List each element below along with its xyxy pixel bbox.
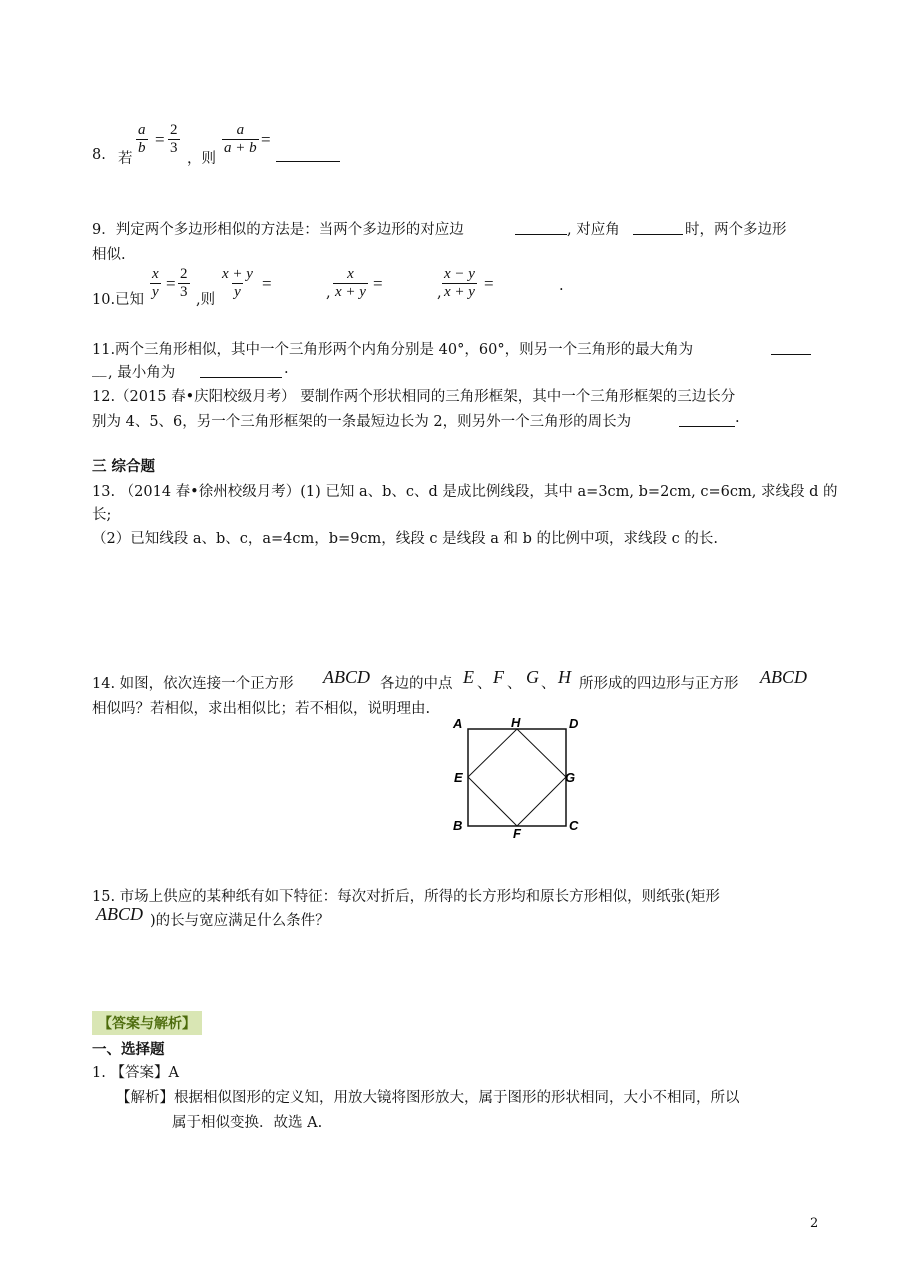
q8-number: 8. [92, 147, 106, 163]
label-g: G [565, 770, 576, 785]
q10-eq3: = [484, 274, 494, 293]
q10-comma2: , [437, 285, 442, 301]
q14-h: H [558, 667, 571, 687]
q14-f: F [493, 667, 504, 687]
q10-f1-num: x [152, 266, 159, 282]
q14-sep3: 、 [541, 676, 556, 692]
q9-text-a: 9．判定两个多边形相似的方法是：当两个多边形的对应边 [92, 222, 464, 238]
q8-frac2-num: 2 [170, 122, 178, 138]
q10-frac-2-3 [178, 266, 190, 301]
q8-ruo: 若 [118, 151, 133, 167]
q12-line2: 别为 4、5、6，另一个三角形框架的一条最短边长为 2，则另外一个三角形的周长为 [92, 414, 632, 430]
q14-g: G [526, 667, 539, 687]
q9-text-b: , 对应角 [567, 222, 620, 238]
q9-blank-1[interactable] [515, 233, 567, 235]
answers-section-1-title: 一、选择题 [92, 1042, 165, 1058]
q10-frac-xminusy-xplusy [442, 266, 477, 301]
q8-frac-num: a [138, 122, 146, 138]
q10-f2-num: 2 [180, 266, 188, 282]
q13-line2: 长; [92, 507, 112, 523]
q11-blank-2[interactable] [200, 376, 282, 378]
q10-f1-den: y [152, 284, 159, 300]
page-number: 2 [810, 1216, 819, 1231]
q8-answer-blank[interactable] [276, 160, 340, 162]
q13-line1: 13. （2014 春•徐州校级月考）(1) 已知 a、b、c、d 是成比例线段，其中 a=3cm, b=2cm, c=6cm, 求线段 d 的 [92, 484, 838, 500]
q12-line1: 12.（2015 春•庆阳校级月考） 要制作两个形状相同的三角形框架，其中一个三角形框架的三边长分 [92, 389, 736, 405]
q14-sep2: 、 [507, 676, 522, 692]
q10-f2-den: 3 [180, 284, 188, 300]
label-h: H [511, 715, 521, 730]
answer-1-explanation-line1: 【解析】根据相似图形的定义知，用放大镜将图形放大，属于图形的形状相同，大小不相同，所以 [116, 1090, 740, 1106]
label-d: D [569, 716, 579, 731]
q14-line2: 相似吗？若相似，求出相似比；若不相似，说明理由. [92, 701, 431, 717]
q8-frac-a-b [136, 122, 148, 157]
q14-pre: 14. 如图，依次连接一个正方形 [92, 676, 294, 692]
q10-eq2: = [373, 274, 383, 293]
q12-blank[interactable] [679, 425, 735, 427]
q8-frac-a-aplusb [222, 122, 259, 157]
q8-frac-den: b [138, 140, 146, 156]
label-a: A [453, 716, 463, 731]
q10-eq1: = [262, 274, 272, 293]
q9-blank-2[interactable] [633, 233, 683, 235]
label-c: C [569, 818, 579, 833]
label-b: B [453, 818, 463, 833]
q10-f4-num: x [347, 266, 354, 282]
q8-eq2: = [261, 130, 271, 149]
square-midpoint-figure [448, 712, 588, 842]
q10-frac-xplusy-y [220, 266, 255, 301]
q11-line2-text: , 最小角为 [108, 365, 176, 381]
q10-comma1: , [326, 285, 331, 301]
q8-eq1: = [155, 130, 165, 149]
q12-end: . [735, 410, 740, 426]
square-abcd [468, 729, 566, 826]
q10-f5-den: x + y [444, 284, 475, 300]
answer-1-explanation-line2: 属于相似变换．故选 A. [172, 1115, 323, 1131]
q14-mid: 各边的中点 [380, 676, 453, 692]
q10-f5-num: x − y [444, 266, 475, 282]
label-e: E [454, 770, 463, 785]
q11-line1: 11.两个三角形相似，其中一个三角形两个内角分别是 40°，60°，则另一个三角形的最大角为 [92, 342, 694, 358]
answer-1-label: 1. 【答案】A [92, 1065, 179, 1081]
label-f: F [513, 826, 521, 841]
inner-quadrilateral-efgh [468, 729, 566, 826]
answers-tag: 【答案与解析】 [92, 1011, 202, 1035]
q10-f3-num: x + y [222, 266, 253, 282]
q9-text-c: 时，两个多边形 [685, 222, 787, 238]
q10-label: 10.已知 [92, 292, 145, 308]
q11-blank-1[interactable] [771, 353, 811, 355]
q9-text-line2: 相似. [92, 247, 126, 263]
q15-line2: )的长与宽应满足什么条件？ [150, 913, 330, 929]
q8-frac-2-3 [168, 122, 180, 157]
section-3-title: 三 综合题 [92, 459, 156, 475]
q14-e: E [463, 667, 474, 687]
q8-frac3-num: a [236, 122, 245, 138]
q14-post: 所形成的四边形与正方形 [579, 676, 739, 692]
q10-frac-x-xplusy [333, 266, 368, 301]
q10-f4-den: x + y [335, 284, 366, 300]
q15-abcd: ABCD [96, 904, 143, 924]
q14-sep1: 、 [477, 676, 492, 692]
q11-line2-end: . [284, 361, 289, 377]
q8-frac3-den: a + b [224, 140, 257, 156]
q8-frac2-den: 3 [170, 140, 178, 156]
q8-ze: ，则 [187, 151, 216, 167]
q14-abcd-2: ABCD [760, 667, 807, 687]
q15-line1: 15. 市场上供应的某种纸有如下特征：每次对折后，所得的长方形均和原长方形相似，则纸张(矩形 [92, 889, 720, 905]
q10-frac-x-y [150, 266, 161, 301]
q10-f3-den: y [234, 284, 241, 300]
q14-abcd-1: ABCD [323, 667, 370, 687]
q10-ze: ,则 [196, 292, 216, 308]
q10-end: . [559, 278, 564, 294]
q13-line3: （2）已知线段 a、b、c，a=4cm，b=9cm，线段 c 是线段 a 和 b 的比例中项，求线段 c 的长. [92, 531, 718, 547]
q10-eq0: = [166, 274, 176, 293]
q11-line2-blank: __ [92, 361, 107, 377]
